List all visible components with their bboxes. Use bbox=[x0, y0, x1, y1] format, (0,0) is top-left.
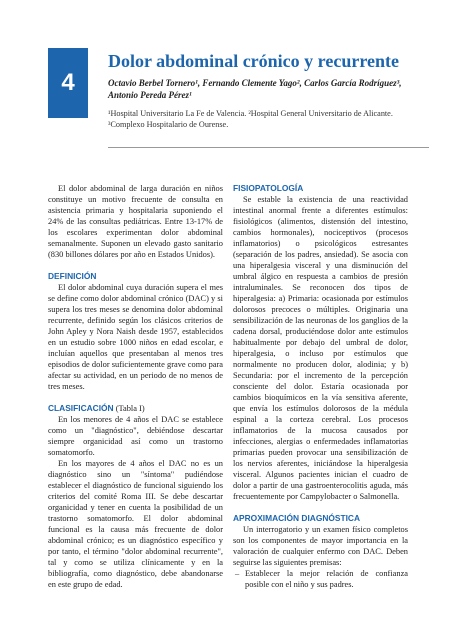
chapter-title: Dolor abdominal crónico y recurrente bbox=[108, 51, 399, 71]
premisas-list bbox=[233, 568, 408, 590]
list-item: – Establecer la mejor relación de confianza posible con el niño y sus padres. bbox=[245, 568, 408, 590]
clasificacion-heading-text: CLASIFICACIÓN bbox=[48, 403, 114, 413]
chapter-affiliations: ¹Hospital Universitario La Fe de Valencia. ²Hospital General Universitario de Alicante. ³Complexo Hospitalario de Ourense. bbox=[108, 109, 393, 129]
right-column bbox=[233, 183, 408, 590]
fisiopatologia-paragraph: Se estable la existencia de una reactividad intestinal anormal frente a diferentes estímulos: fisiológicos (alimentos, distensión del intestino, cambios hormonales), nociceptivos (procesos inflamatorios) o psicológicos estresantes (separación de los padres, ansiedad). Se asocia con una hiperalgesia visceral y una disminución del umbral álgico en respuesta a cambios de presión intraluminales. Se reconocen dos tipos de hiperalgesia: a) Primaria: ocasionada por estímulos dolorosos precoces o múltiples. Originaria una sensibilización de las neuronas de los ganglios de la cadena dorsal, produciéndose dolor ante estímulos habitualmente por debajo del umbral de dolor, hiperalgesia, o incluso por estímulos que normalmente no producen dolor, alodinia; y b) Secundaria: por el incremento de la percepción consciente del dolor. Estaría ocasionada por cambios bioquímicos en la vía sensitiva aferente, que envía los estímulos dolorosos de la médula espinal a la corteza cerebral. Los procesos inflamatorios de la mucosa causados por infecciones, alergias o enfermedades inflamatorias primarias pueden provocar una sensibilización de los nervios aferentes, iniciándose la hiperalgesia visceral. Algunos pacientes inician el cuadro de dolor a partir de una gastroenterocolitis aguda, más frecuentemente por Campylobacter o Salmonella. bbox=[233, 195, 408, 501]
chapter-header bbox=[108, 51, 428, 130]
tabla-reference: (Tabla I) bbox=[113, 404, 145, 413]
intro-paragraph: El dolor abdominal de larga duración en niños constituye un motivo frecuente de consulta en asistencia primaria y hospitalaria suponiendo el 24% de las consultas pediátricas. Entre 13-17% de los escolares experimentan dolor abdominal semanalmente. Suponen un elevado gasto sanitario (830 billones dólares por año en Estados Unidos). bbox=[48, 184, 223, 259]
definicion-paragraph: El dolor abdominal cuya duración supera el mes se define como dolor abdominal crónico (DAC) y si supera los tres meses se denomina dolor abdominal recurrente, definido según los clásicos criterios de John Apley y Nora Naish desde 1957, establecidos en un estudio sobre 1000 niños en edad escolar, e incluían aquellos que presentaban al menos tres episodios de dolor suficientemente grave como para afectar su actividad, en un periodo de no menos de tres meses. bbox=[48, 283, 223, 391]
aproximacion-paragraph: Un interrogatorio y un examen físico completos son los componentes de mayor importancia en la valoración de cualquier enfermo con DAC. Deben seguirse las siguientes premisas: bbox=[233, 525, 408, 567]
clasificacion-paragraph-2: En los mayores de 4 años el DAC no es un diagnóstico sino un "síntoma" pudiéndose establecer el diagnóstico de funcional siguiendo los criterios del comité Roma III. Se debe descartar organicidad y tener en cuenta la posibilidad de un trastorno somatomorfo. El dolor abdominal funcional es la causa más frecuente de dolor abdominal crónico; es un diagnóstico específico y por tanto, el término "dolor abdominal recurrente", tal y como se utiliza clínicamente y en la bibliografía, como diagnóstico, debe abandonarse en este grupo de edad. bbox=[48, 459, 223, 589]
clasificacion-paragraph-1: En los menores de 4 años el DAC se establece como un "diagnóstico", debiéndose descartar siempre organicidad así como un trastorno somatomorfo. bbox=[48, 415, 223, 457]
chapter-authors: Octavio Berbel Tornero¹, Fernando Clemente Yago², Carlos García Rodríguez³, Antonio Pereda Pérez¹ bbox=[108, 78, 402, 100]
left-column bbox=[48, 183, 223, 590]
aproximacion-heading: APROXIMACIÓN DIAGNÓSTICA bbox=[233, 513, 361, 523]
header-divider bbox=[108, 147, 429, 148]
fisiopatologia-heading: FISIOPATOLOGÍA bbox=[233, 183, 304, 193]
clasificacion-heading bbox=[48, 403, 223, 414]
chapter-number-box bbox=[48, 48, 88, 118]
chapter-number: 4 bbox=[61, 69, 75, 96]
definicion-heading: DEFINICIÓN bbox=[48, 271, 97, 281]
